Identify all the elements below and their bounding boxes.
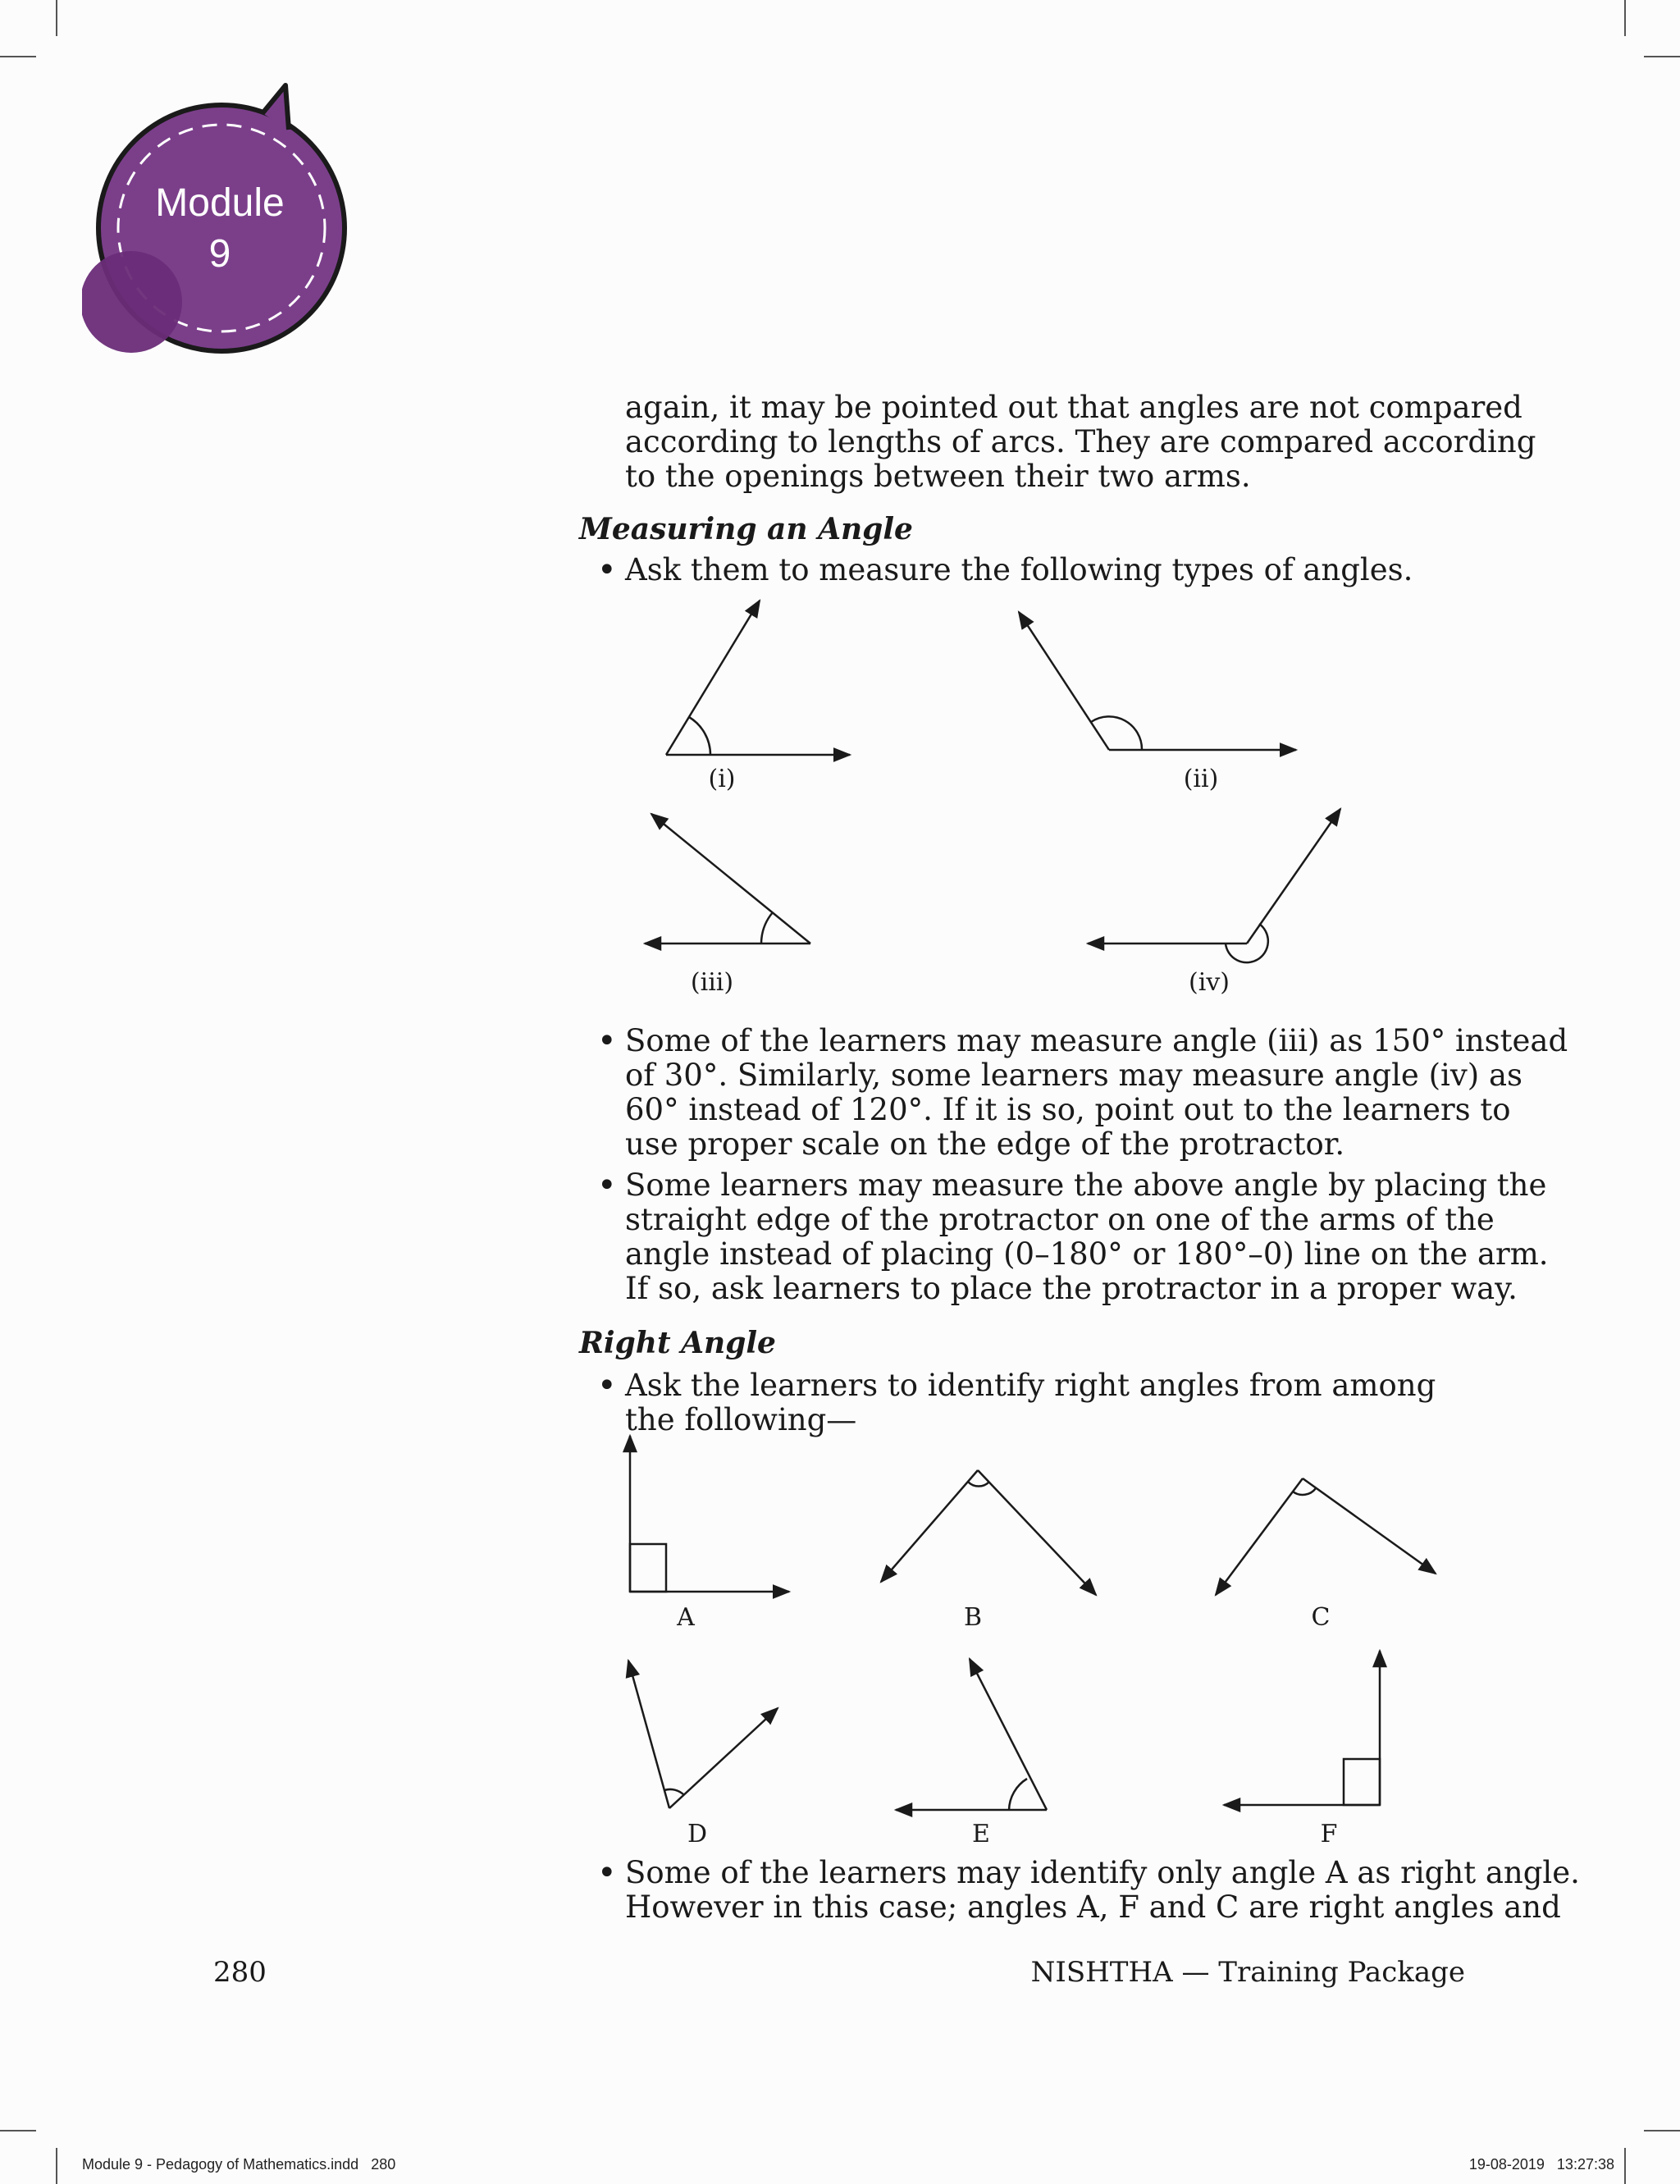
label-a: A [677,1603,695,1632]
caption-i: (i) [708,765,736,793]
angle-iii [645,814,810,944]
crop-mark [1624,0,1626,36]
crop-mark [0,56,36,57]
text-line: the following— [625,1402,857,1437]
measuring-bullet-2 [625,1023,1568,1162]
caption-iv: (iv) [1189,968,1230,997]
measuring-bullet-1 [625,553,1465,587]
text-line: to the openings between their two arms. [625,459,1251,494]
angle-ii [1019,612,1296,750]
angle-iv [1088,809,1340,962]
label-b: B [963,1603,983,1632]
angle-a [630,1436,789,1592]
crop-mark [1624,2148,1626,2184]
label-e: E [972,1820,990,1848]
caption-ii: (ii) [1183,765,1219,793]
module-label: Module [155,181,285,225]
angle-f [1224,1651,1380,1805]
crop-mark [56,2148,57,2184]
measuring-bullet-3 [625,1167,1549,1306]
label-f: F [1320,1820,1338,1848]
angle-c [1216,1478,1436,1595]
text-line: according to lengths of arcs. They are compared according [625,424,1536,459]
bullet-icon: • [597,1854,617,1892]
module-number: 9 [208,232,231,276]
right-angle-bullet-2 [625,1855,1580,1925]
text-line: Some learners may measure the above angle by placing the [625,1167,1547,1203]
text-line: 60° instead of 120°. If it is so, point out to the learners to [625,1092,1511,1127]
footer-title: NISHTHA — Training Package [1030,1956,1465,1989]
label-c: C [1311,1603,1331,1632]
crop-mark [1644,56,1680,57]
section-heading-measuring: Measuring an Angle [579,512,913,546]
text-line: straight edge of the protractor on one of the arms of the [625,1202,1495,1237]
angle-i [666,601,850,755]
intro-paragraph [625,390,1536,494]
text-line: of 30°. Similarly, some learners may measure angle (iv) as [625,1058,1522,1093]
angle-figures-measure [623,591,1395,1001]
section-heading-right-angle: Right Angle [579,1326,776,1360]
page-number: 280 [213,1956,267,1989]
text-line: If so, ask learners to place the protractor in a proper way. [625,1271,1518,1306]
angle-d [628,1661,778,1808]
angle-b [881,1470,1096,1595]
text-line: Ask the learners to identify right angles from among [625,1368,1436,1403]
caption-iii: (iii) [690,968,734,997]
text-line: again, it may be pointed out that angles are not compared [625,390,1522,425]
text-line: angle instead of placing (0–180° or 180°–0) line on the arm. [625,1236,1549,1272]
text-line: Some of the learners may measure angle (iii) as 150° instead [625,1023,1568,1058]
bullet-icon: • [597,1167,617,1204]
label-d: D [687,1820,708,1848]
crop-mark [0,2130,36,2131]
crop-mark [1644,2130,1680,2131]
slug-filename: Module 9 - Pedagogy of Mathematics.indd 280 [82,2156,396,2173]
angle-e [896,1659,1047,1810]
text-line: use proper scale on the edge of the protractor. [625,1126,1345,1162]
crop-mark [56,0,57,36]
bullet-icon: • [597,551,617,589]
text-line: Some of the learners may identify only angle A as right angle. [625,1855,1580,1890]
bullet-icon: • [597,1022,617,1060]
bullet-icon: • [597,1367,617,1405]
text-line: However in this case; angles A, F and C are right angles and [625,1889,1561,1925]
text-line: Ask them to measure the following types of angles. [625,552,1413,587]
slug-timestamp: 19-08-2019 13:27:38 [1468,2156,1614,2173]
